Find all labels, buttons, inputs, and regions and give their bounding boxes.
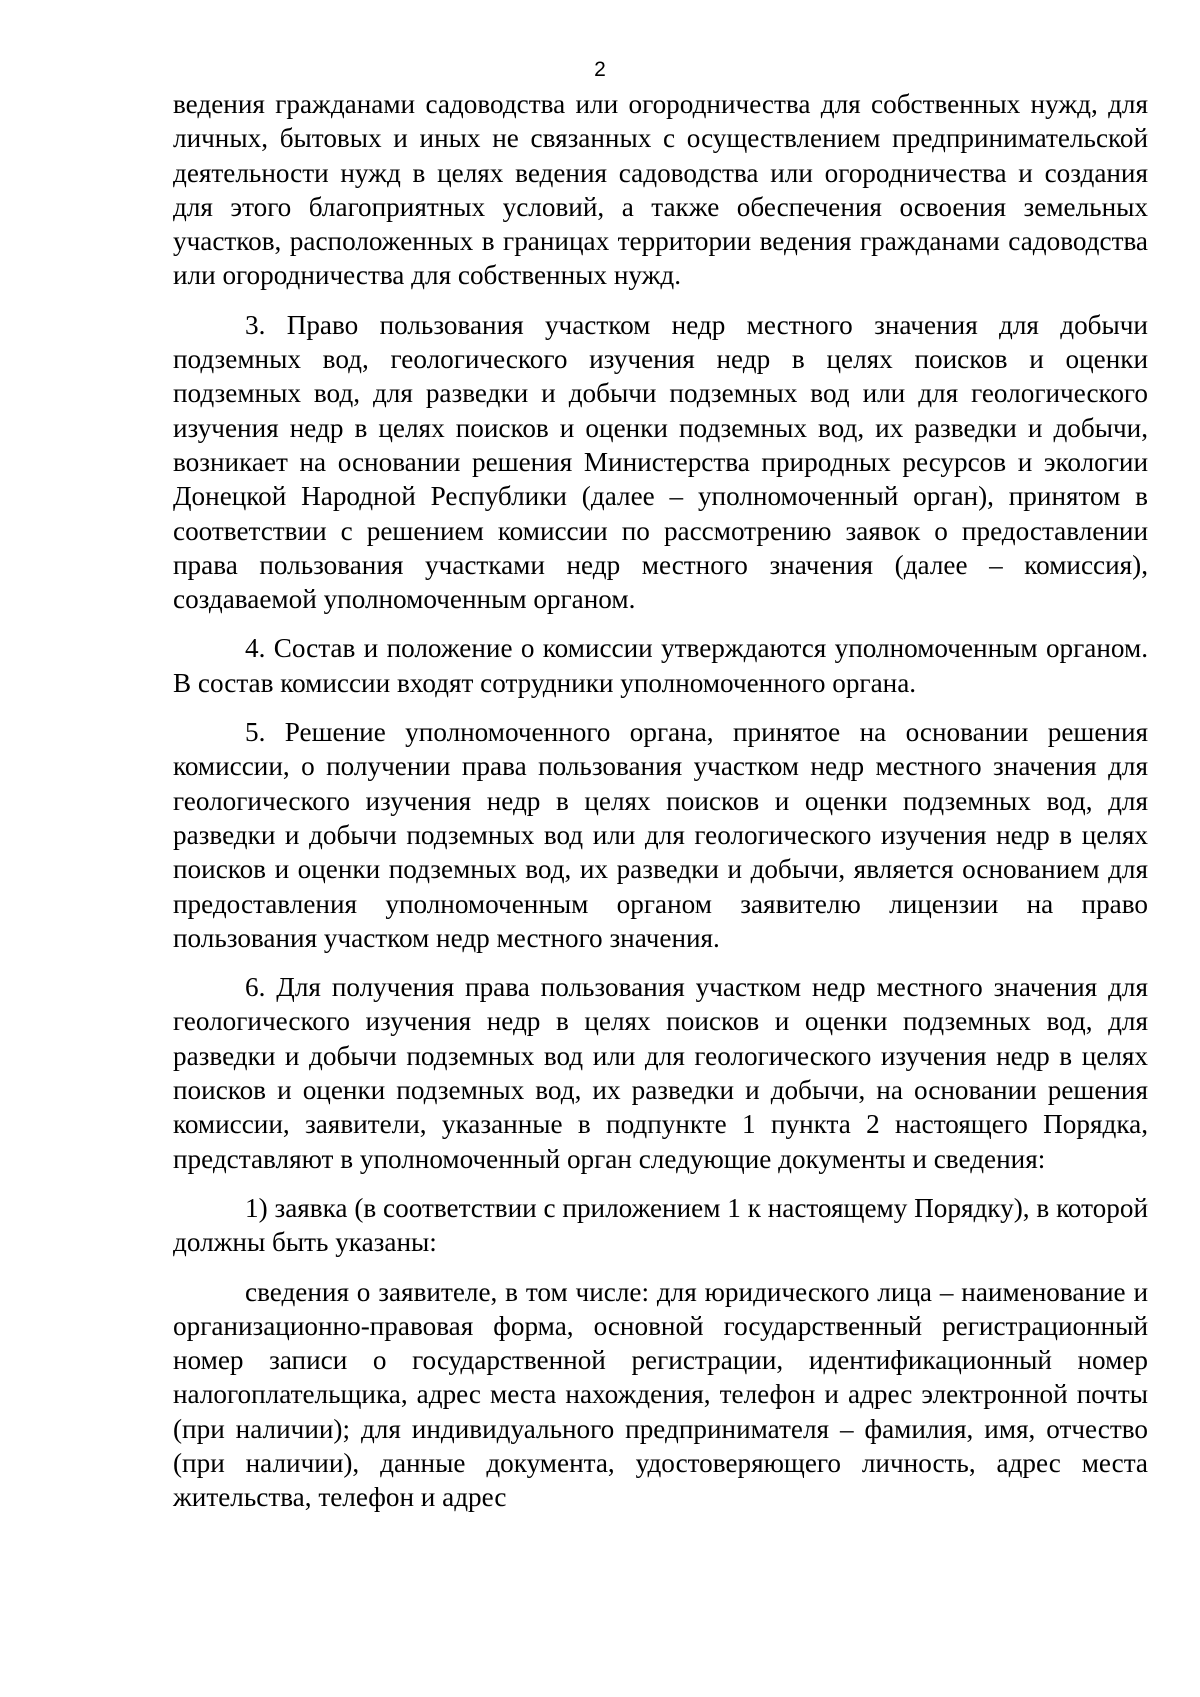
paragraph-subitem-1: 1) заявка (в соответствии с приложением 1 к настоящему Порядку), в которой должны быть указаны: — [173, 1192, 1148, 1258]
paragraph-item-5: 5. Решение уполномоченного органа, принятое на основании решения комиссии, о получении права пользования участком недр местного значения для геологического изучения недр в целях поисков и оценки подземных вод, для разведки и добычи подземных вод или для геологического изучения недр в целях поисков и оценки подземных вод, их разведки и добычи, является основанием для предоставления уполномоченным органом заявителю лицензии на право пользования участком недр местного значения. — [173, 717, 1148, 953]
paragraph-item-3: 3. Право пользования участком недр местного значения для добычи подземных вод, геологического изучения недр в целях поисков и оценки подземных вод, для разведки и добычи подземных вод или для геологического изучения недр в целях поисков и оценки подземных вод, их разведки и добычи, возникает на основании решения Министерства природных ресурсов и экологии Донецкой Народной Республики (далее – уполномоченный орган), принятом в соответствии с решением комиссии по рассмотрению заявок о предоставлении права пользования участками недр местного значения (далее – комиссия), создаваемой уполномоченным органом. — [173, 309, 1148, 615]
paragraph-applicant-info: сведения о заявителе, в том числе: для юридического лица – наименование и организационно-правовая форма, основной государственный регистрационный номер записи о государственной регистрации, идентификационный номер налогоплательщика, адрес места нахождения, телефон и адрес электронной почты (при наличии); для индивидуального предпринимателя – фамилия, имя, отчество (при наличии), данные документа, удостоверяющего личность, адрес места жительства, телефон и адрес — [173, 1276, 1148, 1513]
paragraph-item-4: 4. Состав и положение о комиссии утверждаются уполномоченным органом. В состав комиссии входят сотрудники уполномоченного органа. — [173, 633, 1148, 698]
page-number: 2 — [594, 58, 606, 81]
document-body — [173, 87, 1148, 1515]
paragraph-item-6: 6. Для получения права пользования участком недр местного значения для геологического изучения недр в целях поисков и оценки подземных вод, для разведки и добычи подземных вод или для геологического изучения недр в целях поисков и оценки подземных вод, их разведки и добычи, на основании решения комиссии, заявители, указанные в подпункте 1 пункта 2 настоящего Порядка, представляют в уполномоченный орган следующие документы и сведения: — [173, 972, 1148, 1174]
paragraph-continuation: ведения гражданами садоводства или огородничества для собственных нужд, для личных, бытовых и иных не связанных с осуществлением предпринимательской деятельности нужд в целях ведения садоводства или огородничества и создания для этого благоприятных условий, а также обеспечения освоения земельных участков, расположенных в границах территории ведения гражданами садоводства или огородничества для собственных нужд. — [173, 89, 1148, 291]
